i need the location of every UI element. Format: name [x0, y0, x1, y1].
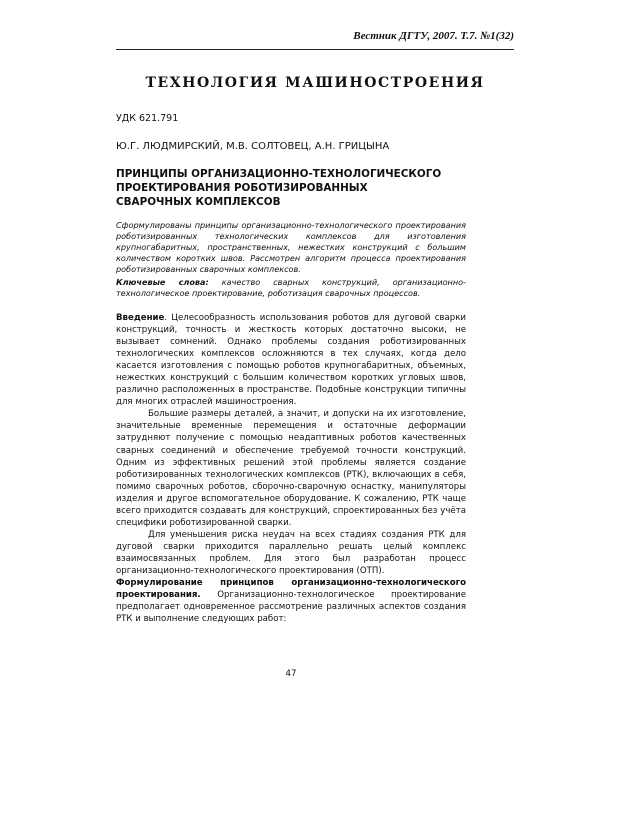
- keywords: [116, 277, 466, 299]
- section-title: ТЕХНОЛОГИЯ МАШИНОСТРОЕНИЯ: [145, 75, 485, 91]
- authors: Ю.Г. ЛЮДМИРСКИЙ, М.В. СОЛТОВЕЦ, А.Н. ГРИЦЫНА: [116, 141, 390, 152]
- principles-text: Организационно-технологическое проектирование предполагает одновременное рассмотрение различных аспектов создания РТК и выполнение следующих работ:: [116, 590, 466, 625]
- article-body: [116, 312, 466, 625]
- introduction-label: Введение: [116, 313, 165, 323]
- introduction-text: . Целесообразность использования роботов для дуговой сварки конструкций, точность и жесткость которых достаточно высоки, не вызывает сомнений. Однако проблемы создания роботизированных технологических комплексов осложняются в тех случаях, когда дело касается изготовления с помощью роботов крупногабаритных, объемных, нежестких конструкций с большим количеством коротких угловых швов, различно расположенных в пространстве. Подобные конструкции типичны для многих отраслей машиностроения.: [116, 313, 466, 408]
- paragraph-4: [116, 577, 466, 625]
- principles-heading: Формулирование принципов организационно-технологического проектирования.: [116, 578, 466, 601]
- paragraph-introduction: [116, 312, 466, 408]
- udk-code: УДК 621.791: [116, 113, 179, 124]
- page-number: 47: [285, 669, 297, 679]
- paragraph-2: Большие размеры деталей, а значит, и допуски на их изготовление, значительные временные перемещения и остаточные деформации затрудняют получение с помощью неадаптивных роботов качественных сварных соединений и обеспечение требуемой точности конструкций. Одним из эффективных решений этой проблемы является создание роботизированных технологических комплексов (РТК), включающих в себя, помимо сварочных роботов, сборочно-сварочную оснастку, манипуляторы изделия и другое вспомогательное оборудование. К сожалению, РТК чаще всего приходится создавать для конструкций, спроектированных без учёта специфики роботизированной сварки.: [116, 409, 466, 528]
- keywords-text: качество сварных конструкций, организационно-технологическое проектирование, роботизация сварочных процессов.: [116, 277, 466, 299]
- abstract: Сформулированы принципы организационно-технологического проектирования роботизированных технологических комплексов для изготовления крупногабаритных, пространственных, нежестких конструкций с большим количеством коротких швов. Рассмотрен алгоритм процесса проектирования роботизированных сварочных комплексов.: [116, 220, 466, 275]
- article-title: ПРИНЦИПЫ ОРГАНИЗАЦИОННО-ТЕХНОЛОГИЧЕСКОГО ПРОЕКТИРОВАНИЯ РОБОТИЗИРОВАННЫХ СВАРОЧНЫХ КОМПЛЕКСОВ: [116, 168, 442, 208]
- running-header: Вестник ДГТУ, 2007. Т.7. №1(32): [116, 30, 514, 50]
- paragraph-3: Для уменьшения риска неудач на всех стадиях создания РТК для дуговой сварки приходится параллельно решать целый комплекс взаимосвязанных проблем. Для этого был разработан процесс организационно-технологического проектирования (ОТП).: [116, 529, 466, 576]
- keywords-label: Ключевые слова:: [116, 277, 209, 287]
